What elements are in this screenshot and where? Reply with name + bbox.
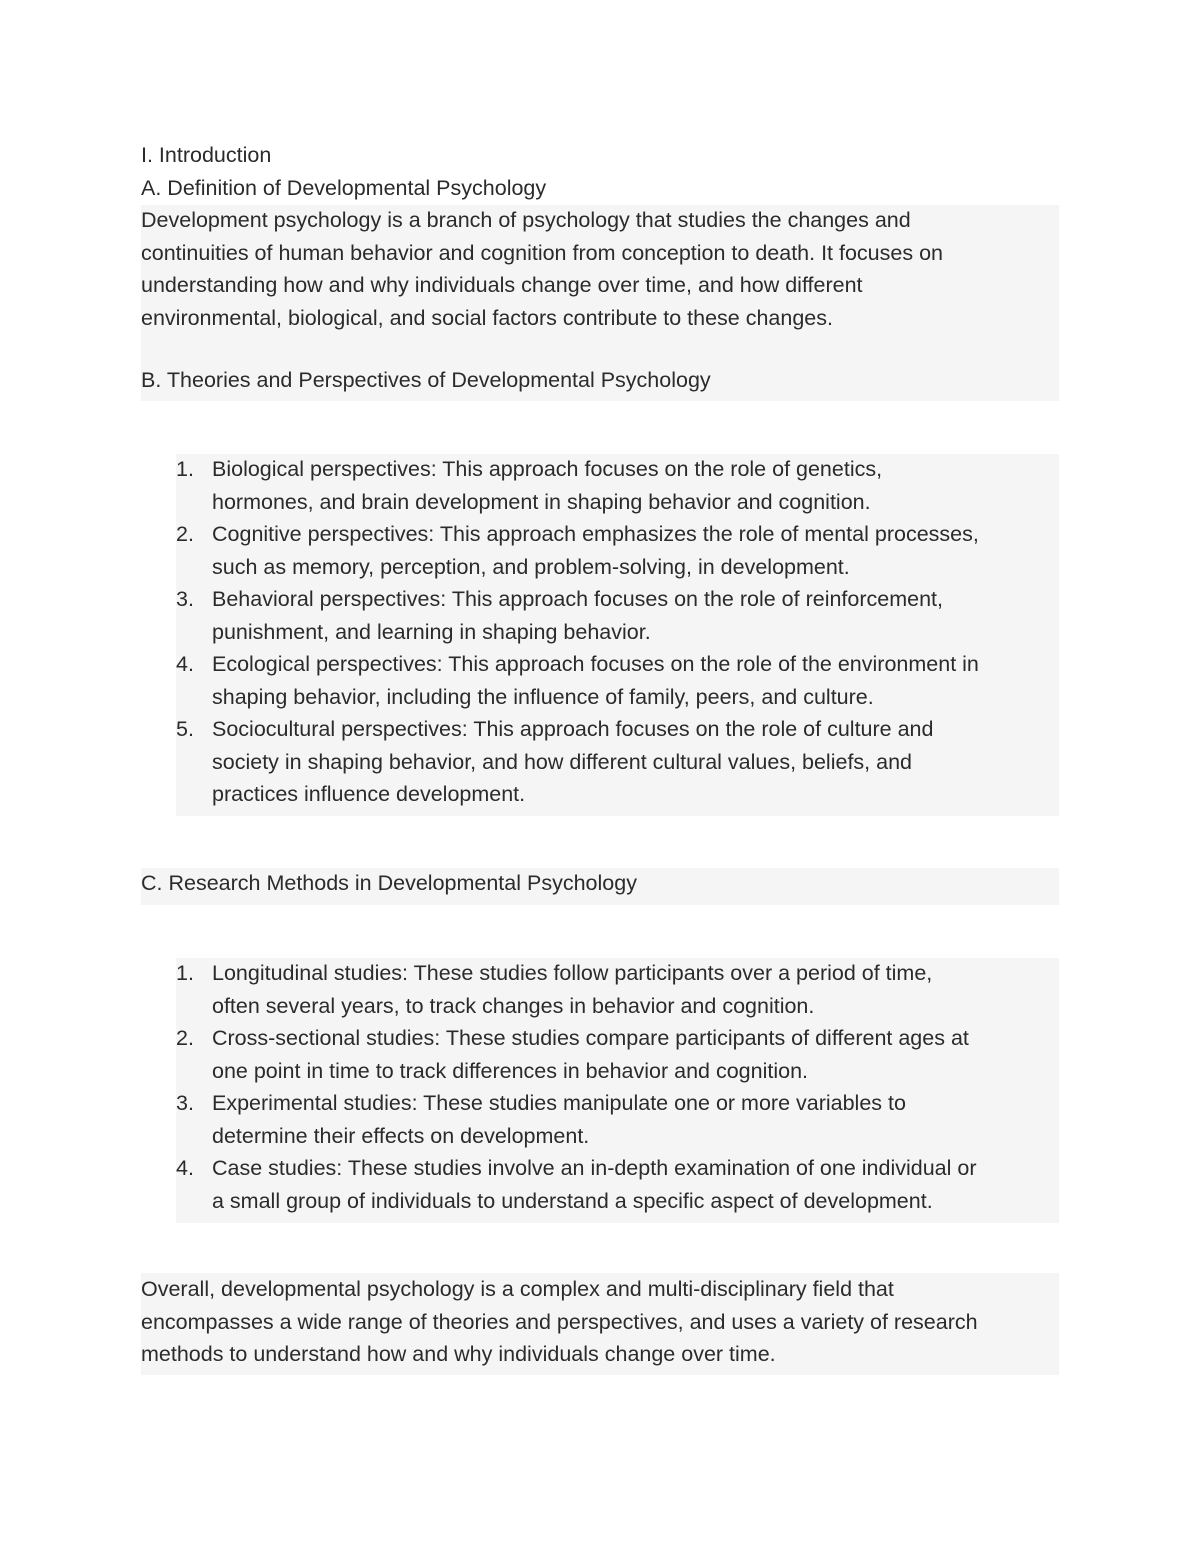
list-item: [176, 713, 1092, 811]
list-line: Cross-sectional studies: These studies compare participants of different ages at: [212, 1026, 969, 1050]
list-number: 1.: [176, 457, 194, 481]
list-line: determine their effects on development.: [212, 1123, 590, 1148]
list-item: [176, 1152, 1092, 1217]
methods-list: [176, 957, 1092, 1217]
list-line: one point in time to track differences in behavior and cognition.: [212, 1058, 808, 1083]
list-line: Cognitive perspectives: This approach emphasizes the role of mental processes,: [212, 522, 979, 546]
list-line: often several years, to track changes in behavior and cognition.: [212, 993, 815, 1018]
list-number: 5.: [176, 717, 194, 741]
list-item: [176, 518, 1092, 583]
list-item: [176, 1022, 1092, 1087]
definition-line: Development psychology is a branch of psychology that studies the changes and: [141, 208, 911, 232]
definition-line: environmental, biological, and social factors contribute to these changes.: [141, 305, 833, 330]
list-number: 3.: [176, 587, 194, 611]
list-item: [176, 648, 1092, 713]
heading-theories: B. Theories and Perspectives of Developmental Psychology: [141, 368, 711, 392]
list-line: Longitudinal studies: These studies follow participants over a period of time,: [212, 961, 933, 985]
list-line: Case studies: These studies involve an in-depth examination of one individual or: [212, 1156, 977, 1180]
list-item: [176, 957, 1092, 1022]
list-number: 4.: [176, 1156, 194, 1180]
list-line: Experimental studies: These studies manipulate one or more variables to: [212, 1091, 906, 1115]
list-line: such as memory, perception, and problem-solving, in development.: [212, 554, 850, 579]
list-number: 2.: [176, 1026, 194, 1050]
definition-line: continuities of human behavior and cognition from conception to death. It focuses on: [141, 240, 943, 265]
heading-definition: A. Definition of Developmental Psychology: [141, 176, 547, 200]
heading-research-methods: C. Research Methods in Developmental Psychology: [141, 871, 637, 895]
list-line: practices influence development.: [212, 782, 526, 806]
list-line: hormones, and brain development in shaping behavior and cognition.: [212, 489, 871, 514]
heading-introduction: I. Introduction: [141, 143, 272, 167]
list-line: society in shaping behavior, and how different cultural values, beliefs, and: [212, 749, 912, 774]
list-number: 1.: [176, 961, 194, 985]
list-item: [176, 583, 1092, 648]
list-line: punishment, and learning in shaping behavior.: [212, 619, 651, 644]
definition-line: understanding how and why individuals change over time, and how different: [141, 273, 863, 297]
definition-paragraph: [141, 204, 1056, 334]
list-number: 4.: [176, 652, 194, 676]
list-line: a small group of individuals to understand a specific aspect of development.: [212, 1188, 933, 1213]
list-line: Biological perspectives: This approach focuses on the role of genetics,: [212, 457, 883, 481]
conclusion-paragraph: [141, 1273, 1056, 1371]
list-line: Sociocultural perspectives: This approach focuses on the role of culture and: [212, 717, 934, 741]
list-line: Behavioral perspectives: This approach focuses on the role of reinforcement,: [212, 587, 943, 611]
conclusion-line: encompasses a wide range of theories and perspectives, and uses a variety of research: [141, 1309, 978, 1334]
list-item: [176, 453, 1092, 518]
list-number: 2.: [176, 522, 194, 546]
list-line: Ecological perspectives: This approach focuses on the role of the environment in: [212, 652, 979, 676]
list-number: 3.: [176, 1091, 194, 1115]
conclusion-line: Overall, developmental psychology is a complex and multi-disciplinary field that: [141, 1277, 894, 1301]
theories-list: [176, 453, 1092, 811]
list-line: shaping behavior, including the influence of family, peers, and culture.: [212, 684, 874, 709]
conclusion-line: methods to understand how and why individuals change over time.: [141, 1342, 776, 1366]
list-item: [176, 1087, 1092, 1152]
